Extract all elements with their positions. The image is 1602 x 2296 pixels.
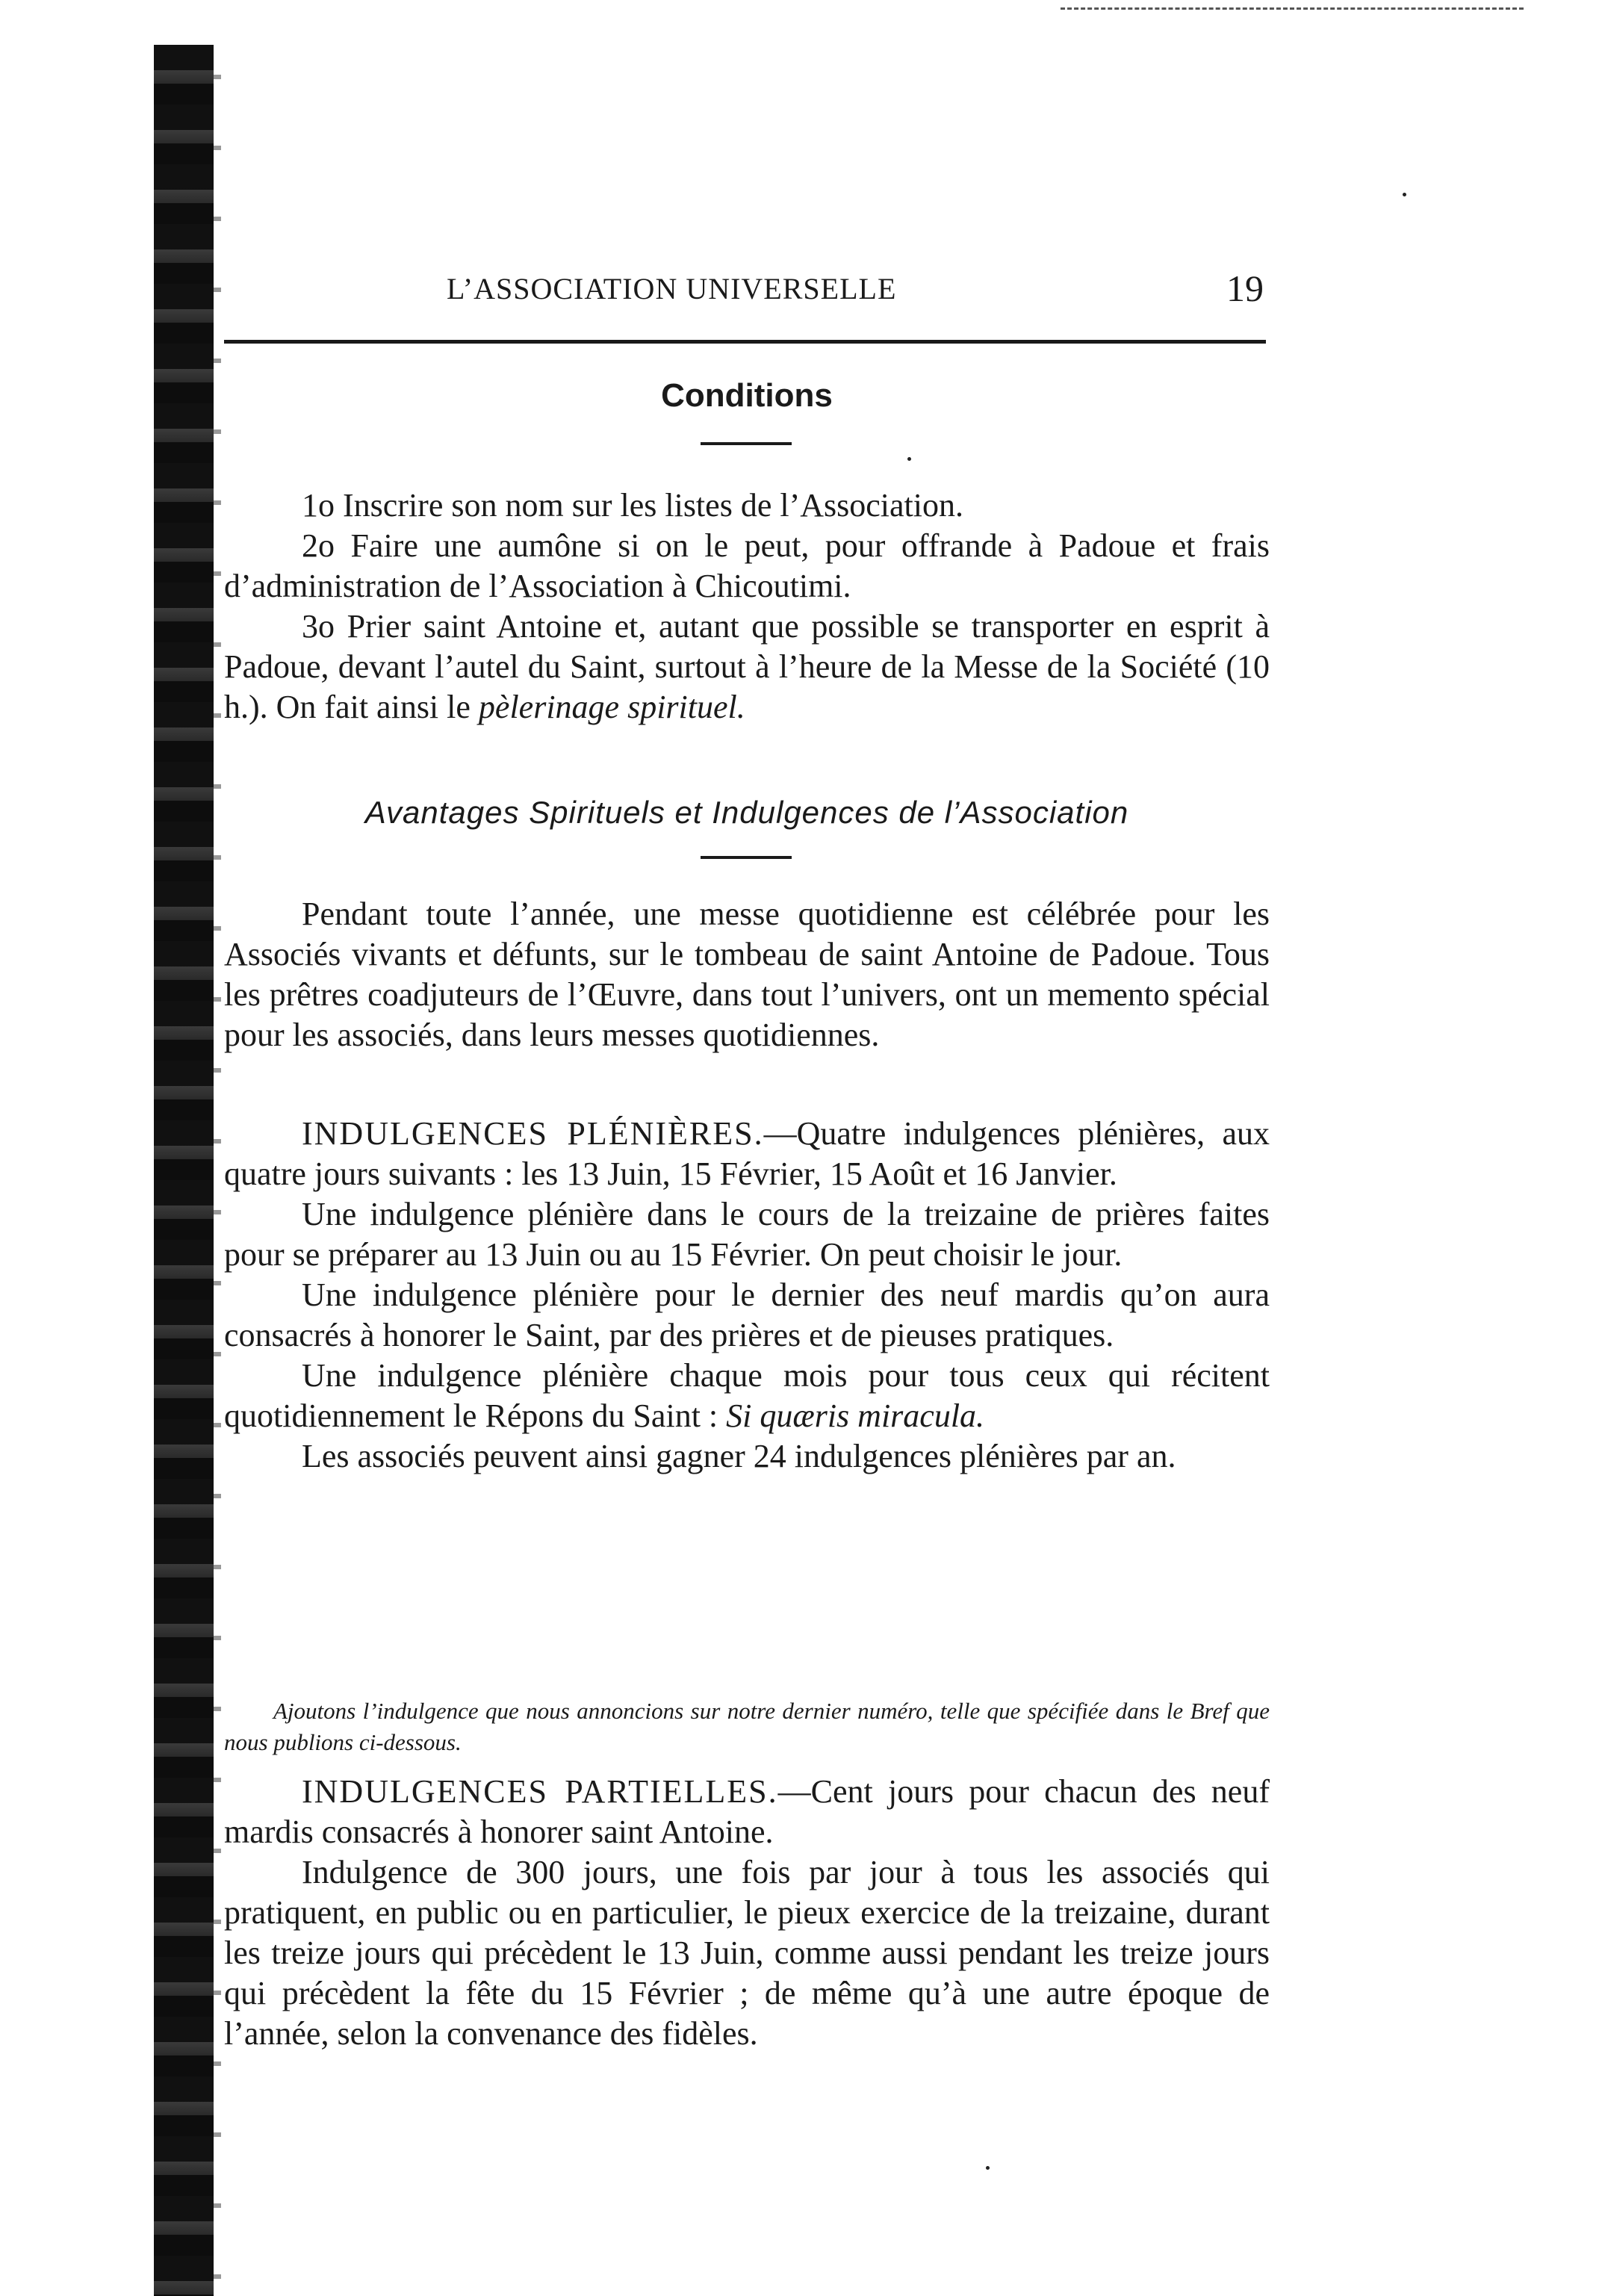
condition-item-3 <box>224 606 1270 727</box>
scan-speck <box>1403 193 1406 196</box>
plenary-paragraph-4-italic: Si quæris miracula. <box>726 1397 985 1434</box>
condition-item-2: 2o Faire une aumône si on le peut, pour offrande à Padoue et frais d’administration de l’Association à Chicoutimi. <box>224 527 1270 604</box>
partial-text: —Cent jours pour chacun des neuf mardis consacrés à honorer saint Antoine. <box>224 1773 1270 1850</box>
partial-paragraph-1 <box>224 1772 1270 1852</box>
plenary-heading: INDULGENCES PLÉNIÈRES. <box>302 1115 764 1152</box>
conditions-title-rule <box>701 442 792 445</box>
advantages-title-rule <box>701 856 792 859</box>
editorial-note <box>224 1695 1270 1758</box>
plenary-section <box>224 1114 1270 1477</box>
scan-binding-shadow <box>214 45 221 2296</box>
conditions-title: Conditions <box>661 377 833 414</box>
scan-speck <box>907 457 911 461</box>
condition-item-1: 1o Inscrire son nom sur les listes de l’Association. <box>302 487 963 524</box>
plenary-paragraph-3: Une indulgence plénière pour le dernier des neuf mardis qu’on aura consacrés à honorer le Saint, par des prières et de pieuses pratiques. <box>224 1276 1270 1353</box>
plenary-paragraph-4-text: Une indulgence plénière chaque mois pour tous ceux qui récitent quotidiennement le Répons du Saint : <box>224 1357 1270 1434</box>
conditions-list <box>224 485 1270 727</box>
editorial-note-text: Ajoutons l’indulgence que nous annoncions sur notre dernier numéro, telle que spécifiée dans le Bref que nous publions ci-dessous. <box>224 1698 1270 1755</box>
plenary-paragraph-4 <box>224 1356 1270 1436</box>
advantages-intro: Pendant toute l’année, une messe quotidienne est célébrée pour les Associés vivants et défunts, sur le tombeau de saint Antoine de Padoue. Tous les prêtres coadjuteurs de l’Œuvre, dans tout l’univers, ont un memento spécial pour les associés, dans leurs messes quotidiennes. <box>224 896 1270 1053</box>
advantages-title: Avantages Spirituels et Indulgences de l’Association <box>364 795 1129 830</box>
scan-speck <box>986 2166 990 2170</box>
partial-section <box>224 1772 1270 2054</box>
header-rule <box>224 340 1266 344</box>
advantages-section <box>224 894 1270 1055</box>
scan-top-edge <box>1061 7 1524 10</box>
condition-item-3-italic: pèlerinage spirituel. <box>478 689 745 725</box>
plenary-paragraph-1 <box>224 1114 1270 1194</box>
running-title: L’ASSOCIATION UNIVERSELLE <box>447 272 897 305</box>
plenary-paragraph-5: Les associés peuvent ainsi gagner 24 indulgences plénières par an. <box>302 1438 1176 1474</box>
running-head <box>224 265 1270 317</box>
scan-binding-edge <box>154 45 214 2296</box>
plenary-text: —Quatre indulgences plénières, aux quatre jours suivants : les 13 Juin, 15 Février, 15 Août et 16 Janvier. <box>224 1115 1270 1192</box>
partial-paragraph-2: Indulgence de 300 jours, une fois par jour à tous les associés qui pratiquent, en public ou en particulier, le pieux exercice de la treizaine, durant les treize jours qui précèdent le 13 Juin, comme aussi pendant les treize jours qui précèdent la fête du 15 Février ; de même qu’à une autre époque de l’année, selon la convenance des fidèles. <box>224 1854 1270 2052</box>
page-number: 19 <box>1226 267 1264 309</box>
plenary-paragraph-2: Une indulgence plénière dans le cours de la treizaine de prières faites pour se préparer au 13 Juin ou au 15 Février. On peut choisir le jour. <box>224 1196 1270 1273</box>
condition-item-3-text: 3o Prier saint Antoine et, autant que possible se transporter en esprit à Padoue, devant l’autel du Saint, surtout à l’heure de la Messe de la Société (10 h.). On fait ainsi le <box>224 608 1270 725</box>
partial-heading: INDULGENCES PARTIELLES. <box>302 1773 778 1810</box>
